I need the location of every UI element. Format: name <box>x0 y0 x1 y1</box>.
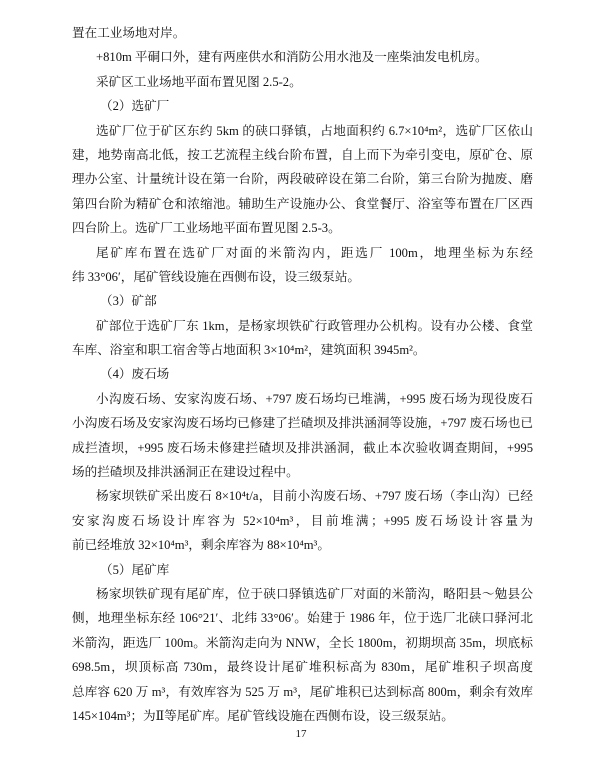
text-line: 安家沟废石场设计库容为 52×10⁴m³，目前堆满；+995 废石场设计容量为 <box>72 513 533 528</box>
text-line: 总库容 620 万 m³，有效库容为 525 万 m³，尾矿堆积已达到标高 800m，剩余有效库 <box>72 684 533 699</box>
text-line: 四台阶上。选矿厂工业场地平面布置见图 2.5-3。 <box>72 221 341 236</box>
paragraph <box>72 387 533 485</box>
section-heading <box>72 558 533 582</box>
text-line: 米箭沟，距选厂 100m。米箭沟走向为 NNW，全长 1800m，初期坝高 35m，坝底标 <box>72 635 533 650</box>
paragraph <box>72 21 533 45</box>
text-line: 698.5m，坝顶标高 730m，最终设计尾矿堆积标高为 830m，尾矿堆积子坝高度 <box>72 660 533 675</box>
paragraph <box>72 241 533 290</box>
text-line: 尾矿库布置在选矿厂对面的米箭沟内，距选厂 100m，地理坐标为东经 <box>96 245 533 260</box>
text-line: 场的拦碴坝及排洪涵洞正在建设过程中。 <box>72 465 299 480</box>
text-line: 矿部位于选矿厂东 1km，是杨家坝铁矿行政管理办公机构。设有办公楼、食堂 <box>96 318 533 333</box>
text-line: 145×104m³；为Ⅱ等尾矿库。尾矿管线设施在西侧布设，设三级泵站。 <box>72 708 454 723</box>
paragraph <box>72 45 533 69</box>
paragraph <box>72 119 533 241</box>
text-line: 纬 33°06′，尾矿管线设施在西侧布设，设三级泵站。 <box>72 269 361 284</box>
text-line: 小沟废石场、安家沟废石场、+797 废石场均已堆满，+995 废石场为现役废石 <box>96 391 533 406</box>
text-line: 车库、浴室和职工宿舍等占地面积 3×10⁴m²，建筑面积 3945m²。 <box>72 343 426 358</box>
text-line: 小沟废石场及安家沟废石场均已修建了拦碴坝及排洪涵洞等设施，+797 废石场也已 <box>72 416 533 431</box>
text-line: 杨家坝铁矿现有尾矿库，位于硖口驿镇选矿厂对面的米箭沟，略阳县～勉县公 <box>96 586 533 601</box>
text-line: （3）矿部 <box>100 294 157 309</box>
section-heading <box>72 94 533 118</box>
text-line: 采矿区工业场地平面布置见图 2.5-2。 <box>96 74 302 89</box>
text-line: （2）选矿厂 <box>100 99 170 114</box>
text-line: 理办公室、计量统计设在第一台阶，两段破碎设在第二台阶，第三台阶为抛废、磨 <box>72 172 533 187</box>
text-line: 成拦渣坝，+995 废石场未修建拦碴坝及排洪涵洞，截止本次验收调查期间，+995 <box>72 440 533 455</box>
text-line: （5）尾矿库 <box>100 562 170 577</box>
page-number: 17 <box>295 728 307 740</box>
section-heading <box>72 362 533 386</box>
text-line: +810m 平硐口外，建有两座供水和消防公用水池及一座柴油发电机房。 <box>96 50 488 65</box>
text-line: （4）废石场 <box>100 367 170 382</box>
text-line: 前已经堆放 32×10⁴m³，剩余库容为 88×10⁴m³。 <box>72 538 330 553</box>
text-line: 第四台阶为精矿仓和浓缩池。辅助生产设施办公、食堂餐厅、浴室等布置在厂区西 <box>72 196 533 211</box>
text-line: 杨家坝铁矿采出废石 8×10⁴t/a，目前小沟废石场、+797 废石场（李山沟）已经 <box>96 489 533 504</box>
text-line: 侧，地理坐标东经 106°21′、北纬 33°06′。始建于 1986 年，位于选厂北硖口驿河北 <box>72 611 533 626</box>
text-line: 置在工业场地对岸。 <box>72 26 186 40</box>
text-line: 选矿厂位于矿区东约 5km 的硖口驿镇，占地面积约 6.7×10⁴m²，选矿厂区依山 <box>96 123 533 138</box>
paragraph <box>72 314 533 363</box>
section-heading <box>72 289 533 313</box>
document-body <box>72 21 533 728</box>
paragraph <box>72 70 533 94</box>
text-line: 建，地势南高北低，按工艺流程主线台阶布置，自上而下为牵引变电，原矿仓、原 <box>72 147 533 162</box>
paragraph <box>72 582 533 728</box>
paragraph <box>72 484 533 557</box>
